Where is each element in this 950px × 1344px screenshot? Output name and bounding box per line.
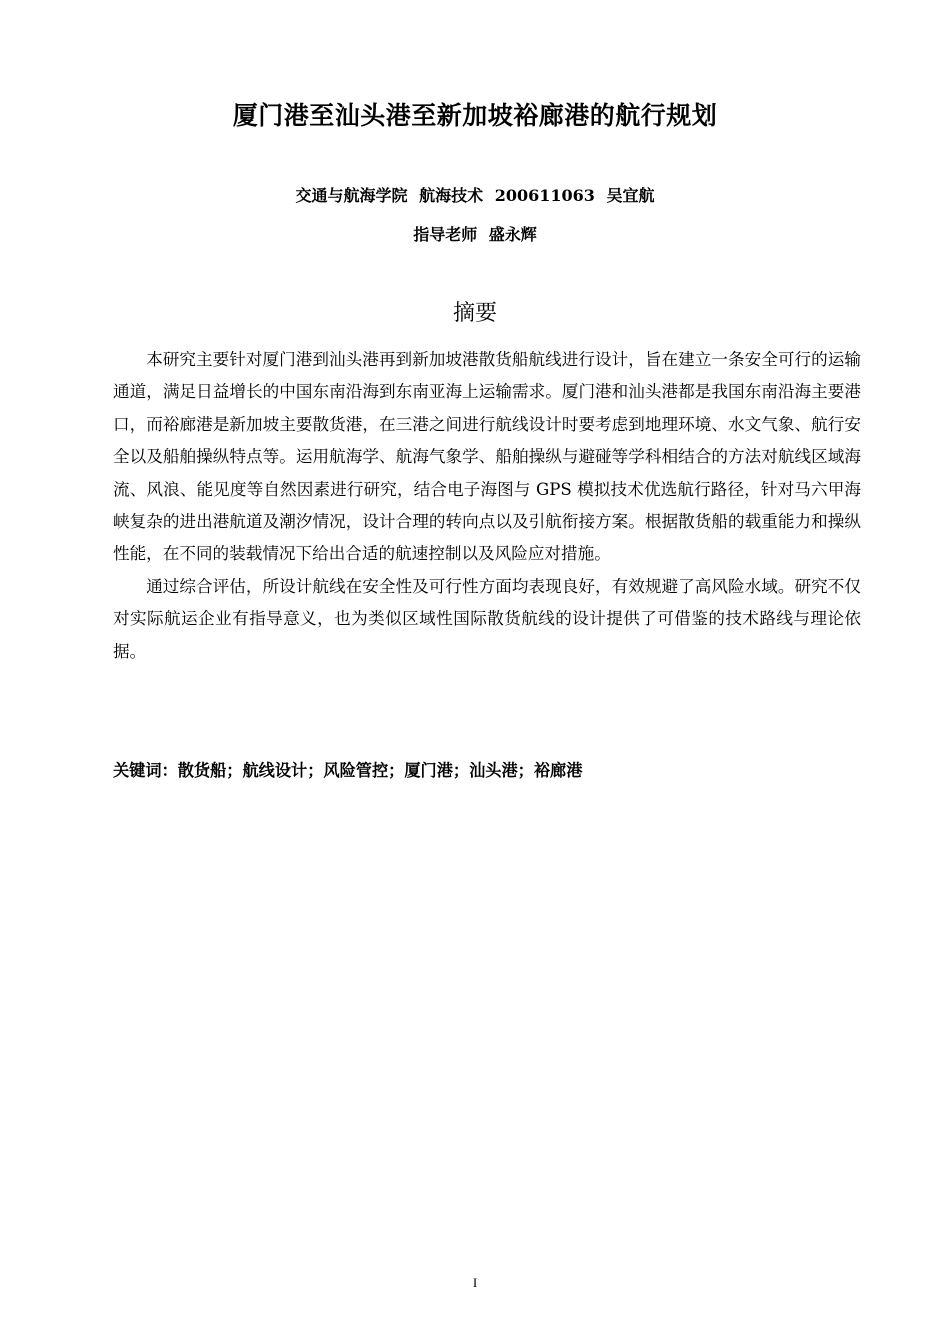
student-id: 200611063 (494, 186, 595, 205)
advisor-label: 指导老师 (413, 225, 478, 244)
advisor-name: 盛永辉 (488, 225, 537, 244)
author-name: 吴宜航 (606, 186, 655, 205)
school-name: 交通与航海学院 (295, 186, 408, 205)
abstract-paragraph: 本研究主要针对厦门港到汕头港再到新加坡港散货船航线进行设计，旨在建立一条安全可行的运输通道，满足日益增长的中国东南沿海到东南亚海上运输需求。厦门港和汕头港都是我国东南沿海主要港口，而裕廊港是新加坡主要散货港，在三港之间进行航线设计时要考虑到地理环境、水文气象、航行安全以及船舶操纵特点等。运用航海学、航海气象学、船舶操纵与避碰等学科相结合的方法对航线区域海流、风浪、能见度等自然因素进行研究，结合电子海图与 GPS 模拟技术优选航行路径，针对马六甲海峡复杂的进出港航道及潮汐情况，设计合理的转向点以及引航衔接方案。根据散货船的载重能力和操纵性能，在不同的装载情况下给出合适的航速控制以及风险应对措施。 (113, 350, 861, 564)
keywords-line: 关键词：散货船；航线设计；风险管控；厦门港；汕头港；裕廊港 (113, 761, 583, 780)
abstract-heading: 摘要 (452, 301, 497, 326)
document-title: 厦门港至汕头港至新加坡裕廊港的航行规划 (232, 101, 718, 130)
major-name: 航海技术 (419, 186, 484, 205)
advisor-info-line (0, 223, 950, 247)
author-info-line (0, 184, 950, 208)
abstract-body (113, 344, 861, 668)
page-number: I (472, 1275, 478, 1290)
abstract-paragraph: 通过综合评估，所设计航线在安全性及可行性方面均表现良好，有效规避了高风险水域。研究不仅对实际航运企业有指导意义，也为类似区域性国际散货航线的设计提供了可借鉴的技术路线与理论依据。 (113, 576, 861, 661)
